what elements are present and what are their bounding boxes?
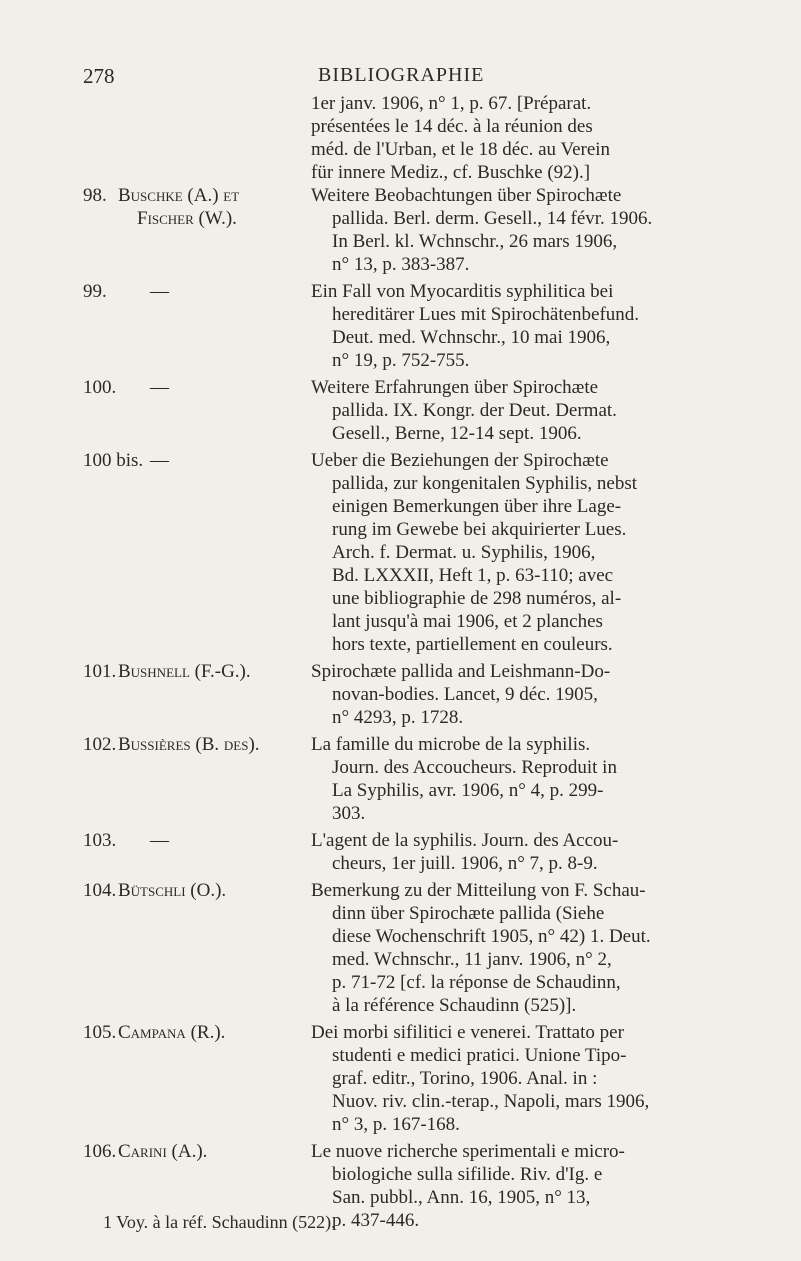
entry-number: 98. — [83, 185, 107, 206]
text-line: med. Wchnschr., 11 janv. 1906, n° 2, — [332, 949, 612, 970]
text-line: L'agent de la syphilis. Journ. des Accou- — [311, 830, 619, 851]
text-line: In Berl. kl. Wchnschr., 26 mars 1906, — [332, 231, 618, 252]
text-line: La Syphilis, avr. 1906, n° 4, p. 299- — [332, 780, 604, 801]
entry-number: 99. — [83, 281, 107, 302]
entry-number: 105. — [83, 1022, 117, 1043]
text-line: n° 19, p. 752-755. — [332, 350, 470, 371]
author-name: Carini (A.). — [118, 1141, 208, 1162]
entry-body — [311, 376, 715, 445]
text-line: für innere Mediz., cf. Buschke (92).] — [311, 162, 591, 183]
author-name: Campana (R.). — [118, 1022, 226, 1043]
text-line: Weitere Beobachtungen über Spirochæte — [311, 185, 622, 206]
entry-number: 100. — [83, 377, 117, 398]
text-line: p. 437-446. — [332, 1210, 420, 1231]
text-line: Journ. des Accoucheurs. Reproduit in — [332, 757, 617, 778]
entry-body — [311, 184, 715, 276]
entry-author: — — [150, 450, 169, 471]
running-title: BIBLIOGRAPHIE — [318, 64, 485, 86]
text-line: Spirochæte pallida and Leishmann-Do- — [311, 661, 611, 682]
text-line: Le nuove richerche sperimentali e micro- — [311, 1141, 625, 1162]
author-name: Bussières (B. des). — [118, 734, 260, 755]
entry-body — [311, 879, 715, 1017]
text-line: p. 71-72 [cf. la réponse de Schaudinn, — [332, 972, 621, 993]
text-line: lant jusqu'à mai 1906, et 2 planches — [332, 611, 603, 632]
text-line: Gesell., Berne, 12-14 sept. 1906. — [332, 423, 582, 444]
text-line: à la référence Schaudinn (525)]. — [332, 995, 577, 1016]
entry-author — [118, 733, 260, 756]
entry-body — [311, 1140, 715, 1232]
text-line: biologiche sulla sifilide. Riv. d'Ig. e — [332, 1164, 603, 1185]
entry-number: 104. — [83, 880, 117, 901]
text-line: présentées le 14 déc. à la réunion des — [311, 116, 593, 137]
entry-body — [311, 92, 715, 184]
text-line: Ueber die Beziehungen der Spirochæte — [311, 450, 609, 471]
entry-author — [118, 1140, 207, 1163]
text-line: rung im Gewebe bei akquirierter Lues. — [332, 519, 627, 540]
text-line: méd. de l'Urban, et le 18 déc. au Verein — [311, 139, 611, 160]
entry-body — [311, 1021, 715, 1136]
text-line: San. pubbl., Ann. 16, 1905, n° 13, — [332, 1187, 591, 1208]
text-line: novan-bodies. Lancet, 9 déc. 1905, — [332, 684, 598, 705]
text-line: hors texte, partiellement en couleurs. — [332, 634, 613, 655]
text-line: Weitere Erfahrungen über Spirochæte — [311, 377, 599, 398]
entry-author: — — [150, 281, 169, 302]
entry-number: 102. — [83, 734, 117, 755]
text-line: Nuov. riv. clin.-terap., Napoli, mars 1906, — [332, 1091, 650, 1112]
author-name: Buschke (A.) et — [118, 185, 240, 206]
text-line: 303. — [332, 803, 366, 824]
text-line: cheurs, 1er juill. 1906, n° 7, p. 8-9. — [332, 853, 598, 874]
entry-number: 100 bis. — [83, 450, 144, 471]
entry-author — [118, 660, 251, 683]
entry-body — [311, 829, 715, 875]
text-line: studenti e medici pratici. Unione Tipo- — [332, 1045, 627, 1066]
entry-number: 101. — [83, 661, 117, 682]
text-line: Deut. med. Wchnschr., 10 mai 1906, — [332, 327, 611, 348]
text-line: 1er janv. 1906, n° 1, p. 67. [Préparat. — [311, 93, 592, 114]
entry-body — [311, 733, 715, 825]
text-line: pallida. IX. Kongr. der Deut. Dermat. — [332, 400, 617, 421]
text-line: pallida, zur kongenitalen Syphilis, nebst — [332, 473, 638, 494]
entry-body — [311, 449, 715, 656]
text-line: une bibliographie de 298 numéros, al- — [332, 588, 622, 609]
text-line: Ein Fall von Myocarditis syphilitica bei — [311, 281, 614, 302]
entry-author: — — [150, 830, 169, 851]
text-line: graf. editr., Torino, 1906. Anal. in : — [332, 1068, 598, 1089]
entry-number: 106. — [83, 1141, 117, 1162]
text-line: Bemerkung zu der Mitteilung von F. Schau- — [311, 880, 646, 901]
footnote-text: 1 Voy. à la réf. Schaudinn (522). — [103, 1212, 336, 1232]
text-line: diese Wochenschrift 1905, n° 42) 1. Deut. — [332, 926, 651, 947]
entry-author: — — [150, 377, 169, 398]
entry-number: 103. — [83, 830, 117, 851]
text-line: n° 4293, p. 1728. — [332, 707, 464, 728]
text-line: n° 13, p. 383-387. — [332, 254, 470, 275]
author-name: Bütschli (O.). — [118, 880, 227, 901]
text-line: einigen Bemerkungen über ihre Lage- — [332, 496, 622, 517]
text-line: La famille du microbe de la syphilis. — [311, 734, 591, 755]
footnote — [103, 1212, 336, 1233]
entry-author — [118, 1021, 225, 1044]
text-line: pallida. Berl. derm. Gesell., 14 févr. 1906. — [332, 208, 653, 229]
text-line: hereditärer Lues mit Spirochätenbefund. — [332, 304, 640, 325]
author-name: Bushnell (F.-G.). — [118, 661, 251, 682]
entry-body — [311, 660, 715, 729]
entry-author — [118, 184, 239, 230]
text-line: Bd. LXXXII, Heft 1, p. 63-110; avec — [332, 565, 614, 586]
text-line: dinn über Spirochæte pallida (Siehe — [332, 903, 605, 924]
entry-body — [311, 280, 715, 372]
author-name-cont: Fischer (W.). — [137, 208, 237, 229]
entry-author — [118, 879, 226, 902]
text-line: Dei morbi sifilitici e venerei. Trattato per — [311, 1022, 624, 1043]
text-line: Arch. f. Dermat. u. Syphilis, 1906, — [332, 542, 596, 563]
page-number: 278 — [83, 64, 115, 88]
text-line: n° 3, p. 167-168. — [332, 1114, 460, 1135]
